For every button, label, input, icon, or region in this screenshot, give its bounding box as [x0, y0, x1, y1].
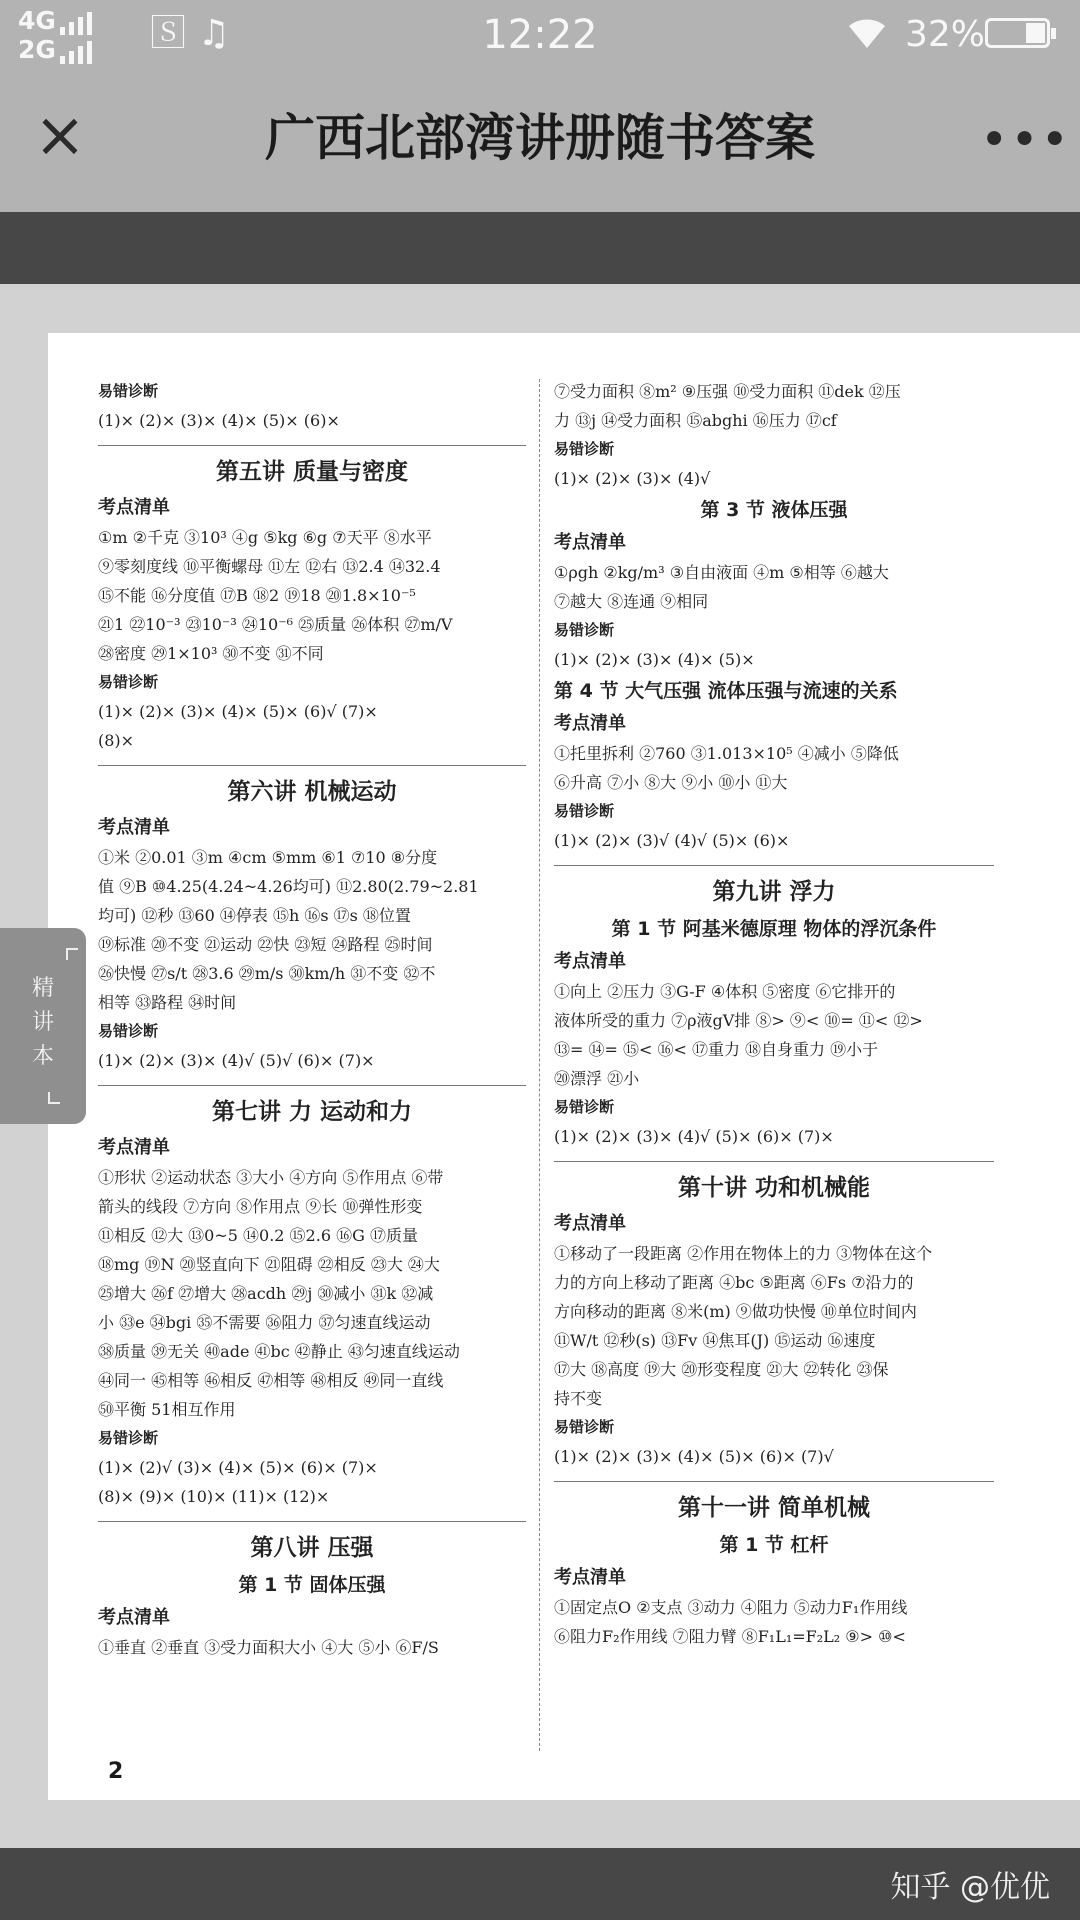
- answer-line: (8)× (9)× (10)× (11)× (12)×: [98, 1487, 330, 1506]
- answer-line: ①固定点O ②支点 ③动力 ④阻力 ⑤动力F₁作用线: [554, 1598, 908, 1617]
- answer-line: (1)× (2)√ (3)× (4)× (5)× (6)× (7)×: [98, 1458, 378, 1477]
- answer-line: ㉖快慢 ㉗s/t ㉘3.6 ㉙m/s ㉚km/h ㉛不变 ㉜不: [98, 964, 436, 983]
- error-diagnosis-label: 易错诊断: [554, 440, 615, 458]
- error-diagnosis-label: 易错诊断: [98, 382, 159, 400]
- answer-line: ⑥升高 ⑦小 ⑧大 ⑨小 ⑩小 ⑪大: [554, 773, 788, 792]
- chapter-heading: 第九讲 浮力: [712, 879, 836, 905]
- answer-line: ⑮不能 ⑯分度值 ⑰B ⑱2 ⑲18 ⑳1.8×10⁻⁵: [98, 586, 416, 605]
- answer-line: ⑨零刻度线 ⑩平衡螺母 ⑪左 ⑫右 ⑬2.4 ⑭32.4: [98, 557, 441, 576]
- answer-line: ⑥阻力F₂作用线 ⑦阻力臂 ⑧F₁L₁=F₂L₂ ⑨> ⑩<: [554, 1627, 906, 1646]
- answer-line: ⑪相反 ⑫大 ⑬0~5 ⑭0.2 ⑮2.6 ⑯G ⑰质量: [98, 1226, 418, 1245]
- answer-line: 相等 ㉝路程 ㉞时间: [98, 993, 237, 1012]
- side-tab-char: 本: [31, 1044, 54, 1069]
- answer-line: ①米 ②0.01 ③m ④cm ⑤mm ⑥1 ⑦10 ⑧分度: [98, 848, 438, 867]
- chapter-heading: 第十讲 功和机械能: [677, 1175, 870, 1201]
- answer-line: 均可) ⑫秒 ⑬60 ⑭停表 ⑮h ⑯s ⑰s ⑱位置: [98, 906, 411, 925]
- answer-line: (1)× (2)× (3)× (4)√ (5)√ (6)× (7)×: [98, 1051, 375, 1070]
- checklist-heading: 考点清单: [554, 1567, 626, 1588]
- answer-line: ①移动了一段距离 ②作用在物体上的力 ③物体在这个: [554, 1244, 933, 1263]
- error-diagnosis-label: 易错诊断: [98, 673, 159, 691]
- answer-line: (1)× (2)× (3)× (4)√ (5)× (6)× (7)×: [554, 1127, 834, 1146]
- checklist-heading: 考点清单: [554, 1213, 626, 1234]
- answer-line: (1)× (2)× (3)× (4)√: [554, 469, 711, 488]
- answer-line: ㉘密度 ㉙1×10³ ㉚不变 ㉛不同: [98, 644, 324, 663]
- error-diagnosis-label: 易错诊断: [554, 802, 615, 820]
- checklist-heading: 考点清单: [554, 532, 626, 553]
- status-bar: [0, 0, 1080, 70]
- nav-bar: [0, 70, 1080, 212]
- network-type-bottom: 2G: [18, 35, 56, 64]
- answer-line: ⑦越大 ⑧连通 ⑨相同: [554, 592, 709, 611]
- side-tab-char: 讲: [31, 1010, 54, 1035]
- clock: 12:22: [482, 12, 598, 58]
- answer-line: ⑪W/t ⑫秒(s) ⑬Fv ⑭焦耳(J) ⑮运动 ⑯速度: [554, 1331, 876, 1350]
- answer-line: (1)× (2)× (3)× (4)× (5)×: [554, 650, 755, 669]
- answer-line: ①托里拆利 ②760 ③1.013×10⁵ ④减小 ⑤降低: [554, 744, 899, 763]
- side-tab-char: 精: [31, 976, 54, 1001]
- section-divider: [554, 1161, 994, 1162]
- error-diagnosis-label: 易错诊断: [554, 1418, 615, 1436]
- section-heading: 第 1 节 阿基米德原理 物体的浮沉条件: [611, 918, 937, 940]
- answer-line: 箭头的线段 ⑦方向 ⑧作用点 ⑨长 ⑩弹性形变: [98, 1197, 423, 1216]
- checklist-heading: 考点清单: [98, 497, 170, 518]
- section-heading: 第 1 节 杠杆: [719, 1534, 829, 1556]
- answer-line: 持不变: [554, 1389, 603, 1408]
- answer-line: (1)× (2)× (3)× (4)× (5)× (6)√ (7)×: [98, 702, 378, 721]
- answer-line: ①向上 ②压力 ③G-F ④体积 ⑤密度 ⑥它排开的: [554, 982, 896, 1001]
- document-page: [48, 333, 1080, 1800]
- answer-line: 小 ㉝e ㉞bgi ㉟不需要 ㊱阻力 ㊲匀速直线运动: [98, 1313, 431, 1332]
- right-column: [554, 377, 994, 1651]
- page-number: 2: [108, 1759, 124, 1784]
- chapter-heading: 第十一讲 简单机械: [677, 1495, 870, 1521]
- checklist-heading: 考点清单: [554, 713, 626, 734]
- answer-line: ⑲标准 ⑳不变 ㉑运动 ㉒快 ㉓短 ㉔路程 ㉕时间: [98, 935, 433, 954]
- section-divider: [554, 865, 994, 866]
- section-heading: 第 4 节 大气压强 流体压强与流速的关系: [554, 680, 898, 702]
- answer-line: 值 ⑨B ⑩4.25(4.24~4.26均可) ⑪2.80(2.79~2.81: [98, 877, 479, 896]
- bottom-bar: [0, 1848, 1080, 1920]
- section-divider: [98, 765, 526, 766]
- answer-line: ①m ②千克 ③10³ ④g ⑤kg ⑥g ⑦天平 ⑧水平: [98, 528, 432, 547]
- answer-line: (1)× (2)× (3)√ (4)√ (5)× (6)×: [554, 831, 790, 850]
- more-icon: •••: [980, 112, 1071, 168]
- page-title: 广西北部湾讲册随书答案: [265, 109, 815, 167]
- checklist-heading: 考点清单: [98, 1137, 170, 1158]
- answer-line: 力的方向上移动了距离 ④bc ⑤距离 ⑥Fs ⑦沿力的: [554, 1273, 914, 1292]
- left-column: [98, 377, 526, 1662]
- answer-line: ㉕增大 ㉖f ㉗增大 ㉘acdh ㉙j ㉚减小 ㉛k ㉜减: [98, 1284, 434, 1303]
- section-divider: [554, 1481, 994, 1482]
- side-tab-jingjiangben[interactable]: [0, 928, 86, 1124]
- answer-line: ①ρgh ②kg/m³ ③自由液面 ④m ⑤相等 ⑥越大: [554, 563, 889, 582]
- answer-line: ㉑1 ㉒10⁻³ ㉓10⁻³ ㉔10⁻⁶ ㉕质量 ㉖体积 ㉗m/V: [98, 615, 453, 634]
- close-icon: ×: [34, 98, 86, 171]
- battery-percent: 32%: [905, 14, 986, 55]
- answer-line: 力 ⑬j ⑭受力面积 ⑮abghi ⑯压力 ⑰cf: [554, 411, 837, 430]
- checklist-heading: 考点清单: [98, 817, 170, 838]
- answer-line: (1)× (2)× (3)× (4)× (5)× (6)×: [98, 411, 340, 430]
- answer-line: (8)×: [98, 731, 135, 750]
- more-button[interactable]: [980, 112, 1071, 168]
- answer-line: ㊳质量 ㊴无关 ㊵ade ㊶bc ㊷静止 ㊸匀速直线运动: [98, 1342, 460, 1361]
- section-divider: [98, 1521, 526, 1522]
- watermark: 知乎 @优优: [890, 1870, 1050, 1905]
- answer-line: ㊹同一 ㊺相等 ㊻相反 ㊼相等 ㊽相反 ㊾同一直线: [98, 1371, 444, 1390]
- answer-line: ⑰大 ⑱高度 ⑲大 ⑳形变程度 ㉑大 ㉒转化 ㉓保: [554, 1360, 889, 1379]
- chapter-heading: 第五讲 质量与密度: [215, 459, 408, 485]
- checklist-heading: 考点清单: [554, 951, 626, 972]
- wifi-icon: [845, 14, 889, 59]
- section-heading: 第 1 节 固体压强: [238, 1574, 386, 1596]
- network-type-top: 4G: [18, 6, 56, 35]
- answer-line: ⑬= ⑭= ⑮< ⑯< ⑰重力 ⑱自身重力 ⑲小于: [554, 1040, 879, 1059]
- error-diagnosis-label: 易错诊断: [554, 1098, 615, 1116]
- battery-level: [1026, 23, 1045, 43]
- notification-icons: 🅂 ♫: [150, 13, 230, 54]
- error-diagnosis-label: 易错诊断: [98, 1022, 159, 1040]
- answer-line: (1)× (2)× (3)× (4)× (5)× (6)× (7)√: [554, 1447, 834, 1466]
- chapter-heading: 第八讲 压强: [250, 1535, 374, 1561]
- answer-line: ①垂直 ②垂直 ③受力面积大小 ④大 ⑤小 ⑥F/S: [98, 1638, 439, 1657]
- column-divider: [539, 379, 540, 1751]
- section-divider: [98, 1085, 526, 1086]
- checklist-heading: 考点清单: [98, 1607, 170, 1628]
- answer-line: ⑱mg ⑲N ⑳竖直向下 ㉑阻碍 ㉒相反 ㉓大 ㉔大: [98, 1255, 440, 1274]
- answer-line: 液体所受的重力 ⑦ρ液gV排 ⑧> ⑨< ⑩= ⑪< ⑫>: [554, 1011, 923, 1030]
- error-diagnosis-label: 易错诊断: [554, 621, 615, 639]
- section-divider: [98, 445, 526, 446]
- chapter-heading: 第七讲 力 运动和力: [211, 1099, 412, 1125]
- section-heading: 第 3 节 液体压强: [700, 499, 848, 521]
- answer-line: 方向移动的距离 ⑧米(m) ⑨做功快慢 ⑩单位时间内: [554, 1302, 917, 1321]
- toolbar-strip: [0, 212, 1080, 284]
- chapter-heading: 第六讲 机械运动: [227, 779, 397, 805]
- battery-icon: [985, 18, 1050, 48]
- answer-line: ⑳漂浮 ㉑小: [554, 1069, 640, 1088]
- error-diagnosis-label: 易错诊断: [98, 1429, 159, 1447]
- answer-line: ⑦受力面积 ⑧m² ⑨压强 ⑩受力面积 ⑪dek ⑫压: [554, 382, 901, 401]
- answer-line: ①形状 ②运动状态 ③大小 ④方向 ⑤作用点 ⑥带: [98, 1168, 444, 1187]
- answer-line: ㊿平衡 51相互作用: [98, 1400, 236, 1419]
